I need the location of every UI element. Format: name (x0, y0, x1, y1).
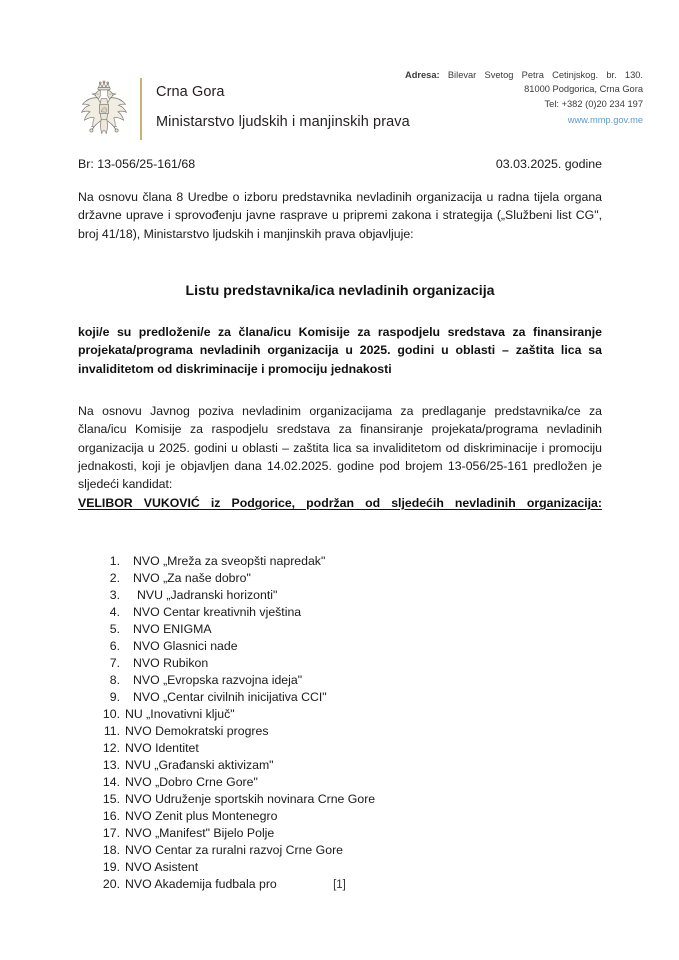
reference-date-line (78, 157, 602, 171)
list-item (90, 570, 590, 587)
list-item-number: 17. (102, 826, 120, 841)
list-item (90, 604, 590, 621)
list-item-number: 12. (102, 741, 120, 756)
letterhead-branding (76, 78, 410, 140)
list-item (90, 723, 590, 740)
list-item-number: 6. (109, 639, 120, 654)
list-item (90, 706, 590, 723)
list-item-label: NVO Centar za ruralni razvoj Crne Gore (125, 843, 344, 858)
list-item-label: NVO Centar kreativnih vještina (133, 605, 302, 620)
organization-list (90, 553, 590, 893)
list-item-number: 4. (109, 605, 120, 620)
list-item (90, 740, 590, 757)
list-item (90, 791, 590, 808)
list-item (90, 842, 590, 859)
page-title: Listu predstavnika/ica nevladinih organizacija (185, 283, 495, 299)
list-item-label: NVO „Centar civilnih inicijativa CCI" (133, 690, 327, 705)
list-item-number: 15. (102, 792, 120, 807)
list-item-label: NVO „Evropska razvojna ideja" (133, 673, 303, 688)
list-item-label: NVO Identitet (125, 741, 199, 756)
list-item-number: 19. (102, 860, 120, 875)
list-item (90, 757, 590, 774)
list-item-label: NVO Akademija fudbala pro (125, 877, 277, 892)
list-item-number: 7. (109, 656, 120, 671)
list-item-label: NVO „Dobro Crne Gore" (125, 775, 258, 790)
reference-number: Br: 13-056/25-161/68 (78, 157, 196, 171)
candidate-name-text: VELIBOR VUKOVIĆ iz Podgorice, podržan od sljedećih nevladinih organizacija: (78, 496, 602, 510)
list-item-label: NVO Asistent (125, 860, 199, 875)
list-item-label: NVO Glasnici nade (133, 639, 238, 654)
list-item-number: 2. (109, 571, 120, 586)
address-label: Adresa: (405, 70, 440, 80)
address-street-line (405, 68, 643, 82)
list-item (90, 825, 590, 842)
list-item-number: 9. (109, 690, 120, 705)
list-item (90, 621, 590, 638)
ministry-identity (156, 78, 410, 140)
document-date: 03.03.2025. godine (495, 157, 602, 171)
list-item (90, 553, 590, 570)
page-subtitle: koji/e su predloženi/e za člana/icu Komisije za raspodjelu sredstava za finansiranje projekata/programa nevladinih organizacija u 2025. godini u oblasti – zaštita lica sa invaliditetom od diskriminacije i promociju jednakosti (78, 325, 602, 376)
list-item (90, 774, 590, 791)
list-item (90, 655, 590, 672)
list-item-label: NVO Rubikon (133, 656, 209, 671)
country-name: Crna Gora (156, 84, 225, 101)
page-number: [1] (333, 879, 346, 891)
list-item-label: NVO ENIGMA (133, 622, 212, 637)
list-item-label: NVO Zenit plus Montenegro (125, 809, 278, 824)
list-item (90, 672, 590, 689)
list-item-number: 8. (109, 673, 120, 688)
list-item (90, 638, 590, 655)
list-item-label: NVO Demokratski progres (125, 724, 269, 739)
list-item-label: NVO „Mreža za sveopšti napredak" (133, 554, 326, 568)
list-item-label: NVO Udruženje sportskih novinara Crne Gore (125, 792, 376, 807)
address-block (405, 68, 643, 128)
list-item-number: 1. (109, 554, 120, 568)
list-item-label: NVO „Za naše dobro" (133, 571, 251, 586)
list-item-label: NU „Inovativni ključ" (125, 707, 235, 722)
list-item-number: 20. (102, 877, 120, 892)
list-item (90, 859, 590, 876)
candidate-line (78, 494, 602, 512)
list-item (90, 587, 590, 604)
gold-divider (140, 78, 142, 140)
address-phone: Tel: +382 (0)20 234 197 (544, 99, 643, 110)
list-item-label: NVU „Građanski aktivizam" (125, 758, 274, 773)
address-city: 81000 Podgorica, Crna Gora (524, 84, 643, 95)
paragraph-legal-basis: Na osnovu člana 8 Uredbe o izboru predstavnika nevladinih organizacija u radna tijela organa državne uprave i sprovođenju javne rasprave u pripremi zakona i strategija („Službeni list CG", broj 41/18), Ministarstvo ljudskih i manjinskih prava objavljuje: (78, 190, 602, 241)
ministry-name: Ministarstvo ljudskih i manjinskih prava (156, 113, 410, 130)
website-link[interactable]: www.mmp.gov.me (567, 114, 643, 125)
list-item (90, 808, 590, 825)
list-item-label: NVO „Manifest" Bijelo Polje (125, 826, 275, 841)
list-item (90, 689, 590, 706)
list-item-number: 13. (102, 758, 120, 773)
list-item-number: 16. (102, 809, 120, 824)
montenegro-coat-of-arms-icon (76, 78, 132, 140)
list-item-number: 18. (102, 843, 120, 858)
list-item-label: NVU „Jadranski horizonti" (137, 588, 278, 603)
list-item-number: 5. (109, 622, 120, 637)
address-street: Bilevar Svetog Petra Cetinjskog. br. 130. (447, 70, 643, 80)
list-item-number: 14. (102, 775, 120, 790)
list-item-number: 3. (109, 588, 120, 603)
paragraph-public-call: Na osnovu Javnog poziva nevladinim organizacijama za predlaganje predstavnika/ce za člana/icu Komisije za raspodjelu sredstava za finansiranje projekata/programa nevladinih organizacija u 2025. godini u oblasti – zaštita lica sa invaliditetom od diskriminacije i promociju jednakosti, koji je objavljen dana 14.02.2025. godine pod brojem 13-056/25-161 predložen je sljedeći kandidat: (78, 404, 602, 492)
document-header (0, 62, 679, 152)
list-item-number: 11. (103, 724, 120, 739)
list-item-number: 10. (102, 707, 120, 722)
